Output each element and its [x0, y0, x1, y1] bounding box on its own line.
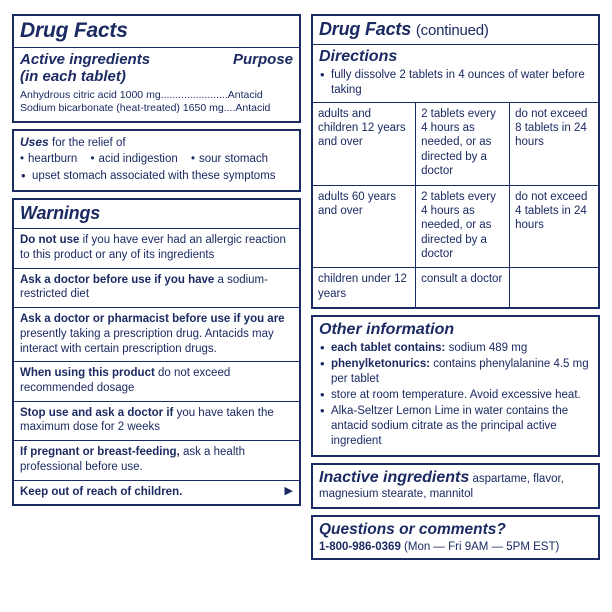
questions-contact-row — [319, 541, 592, 553]
other-information-item-text: Alka-Seltzer Lemon Lime in water contains the antacid sodium citrate as the principal active ingredient — [331, 404, 569, 447]
drug-facts-panel — [12, 14, 301, 123]
continued-title-section — [313, 16, 598, 44]
right-column — [311, 14, 600, 598]
uses-subheading: for the relief of — [52, 136, 126, 149]
continued-note: (continued) — [415, 22, 489, 39]
active-ingredient-row: Sodium bicarbonate (heat-treated) 1650 mg....Antacid — [20, 102, 271, 115]
directions-who: children under 12 years — [313, 268, 416, 307]
active-ingredients-heading: Active ingredients — [20, 51, 151, 69]
active-ingredients-section — [14, 47, 299, 121]
uses-list — [20, 169, 293, 184]
warnings-panel — [12, 198, 301, 506]
other-information-panel — [311, 315, 600, 456]
questions-section — [313, 517, 598, 558]
uses-item: • acid indigestion — [90, 152, 177, 168]
other-information-section — [313, 317, 598, 454]
other-information-item-text: sodium 489 mg — [445, 342, 528, 355]
warning-item — [14, 228, 299, 267]
directions-who: adults and children 12 years and over — [313, 102, 416, 185]
inactive-ingredients-text: aspartame, flavor, magnesium stearate, mannitol — [319, 472, 564, 500]
other-information-item — [319, 404, 592, 449]
other-information-item-text: store at room temperature. Avoid excessive heat. — [331, 388, 581, 401]
warning-item-text: ask a health professional before use. — [20, 446, 245, 473]
warning-item-bold: Do not use — [20, 234, 80, 247]
directions-limit: do not exceed 8 tablets in 24 hours — [510, 102, 598, 185]
warnings-heading-section — [14, 200, 299, 228]
active-ingredients-subheading: (in each tablet) — [20, 67, 126, 85]
directions-table — [313, 102, 598, 308]
left-column — [12, 14, 301, 598]
warning-item-bold: Ask a doctor before use if you have — [20, 273, 215, 286]
drug-facts-title-section — [14, 16, 299, 47]
warning-item-text: presently taking a prescription drug. Antacids may interact with certain prescription drugs. — [20, 327, 274, 355]
drug-facts-continued-panel — [311, 14, 600, 309]
uses-panel — [12, 129, 301, 192]
directions-bullet: • fully dissolve 2 tablets in 4 ounces of water before taking — [319, 68, 592, 98]
active-ingredients-header-row — [20, 52, 293, 69]
warning-item-text: a sodium-restricted diet — [20, 273, 268, 301]
purpose-heading: Purpose — [232, 51, 293, 69]
warnings-heading: Warnings — [20, 203, 101, 224]
warning-item — [14, 307, 299, 361]
warning-item-bold: Stop use and ask a doctor if — [20, 406, 174, 419]
label-columns — [12, 14, 600, 598]
other-information-item — [319, 341, 592, 356]
warning-item — [14, 268, 299, 307]
directions-limit: do not exceed 4 tablets in 24 hours — [510, 185, 598, 268]
warning-item-text: you have taken the maximum dose for 2 weeks — [20, 406, 274, 434]
other-information-item-bold: phenylketonurics: — [331, 358, 431, 371]
page-title-continued-label: Drug Facts — [319, 19, 412, 39]
uses-inline-list — [20, 152, 293, 168]
uses-item: • upset stomach associated with these symptoms — [20, 169, 293, 184]
table-row — [313, 102, 598, 185]
page-title: Drug Facts — [20, 19, 128, 42]
inactive-ingredients-panel — [311, 463, 600, 509]
directions-heading-section — [313, 44, 598, 102]
warning-item — [14, 361, 299, 400]
other-information-item-text: contains phenylalanine 4.5 mg per tablet — [331, 358, 589, 385]
uses-section — [14, 131, 299, 190]
phone-hours: (Mon — Fri 9AM — 5PM EST) — [400, 540, 560, 553]
other-information-item — [319, 388, 592, 403]
warning-item — [14, 440, 299, 479]
warning-item-text: do not exceed recommended dosage — [20, 367, 231, 395]
directions-dose: consult a doctor — [416, 268, 510, 307]
directions-dose: 2 tablets every 4 hours as needed, or as directed by a doctor — [416, 102, 510, 185]
directions-bullet-list — [319, 68, 592, 98]
keep-out-of-reach-row — [14, 480, 299, 505]
page-title-continued — [319, 20, 592, 39]
questions-heading: Questions or comments? — [319, 520, 506, 538]
active-ingredient-row: Anhydrous citric acid 1000 mg.......................Antacid — [20, 88, 263, 101]
uses-item: • sour stomach — [191, 152, 268, 168]
inactive-ingredients-heading: Inactive ingredients — [319, 468, 470, 486]
keep-out-of-reach-text: Keep out of reach of children. — [20, 485, 183, 498]
uses-item: • heartburn — [20, 152, 77, 168]
other-information-item — [319, 357, 592, 387]
warning-item-bold: If pregnant or breast-feeding, — [20, 446, 180, 459]
directions-limit — [510, 268, 598, 307]
inactive-ingredients-row — [319, 469, 592, 502]
other-information-list — [319, 341, 592, 449]
warning-item — [14, 401, 299, 440]
directions-who: adults 60 years and over — [313, 185, 416, 268]
warning-item-bold: Ask a doctor or pharmacist before use if you are — [20, 313, 285, 326]
continuation-arrow-icon: ▶ — [284, 485, 293, 498]
warning-item-bold: When using this product — [20, 367, 155, 380]
left-column-spacer — [12, 506, 301, 598]
uses-heading-label: Uses — [20, 134, 49, 149]
table-row — [313, 185, 598, 268]
other-information-heading: Other information — [319, 321, 455, 339]
phone-number[interactable]: 1-800-986-0369 — [319, 540, 401, 553]
inactive-ingredients-section — [313, 465, 598, 507]
questions-panel — [311, 515, 600, 560]
table-row — [313, 268, 598, 307]
directions-heading: Directions — [319, 47, 398, 65]
other-information-item-bold: each tablet contains: — [331, 342, 446, 355]
directions-dose: 2 tablets every 4 hours as needed, or as directed by a doctor — [416, 185, 510, 268]
warning-item-text: if you have ever had an allergic reaction to this product or any of its ingredients — [20, 234, 286, 261]
uses-heading — [20, 135, 293, 149]
right-column-spacer — [311, 560, 600, 598]
